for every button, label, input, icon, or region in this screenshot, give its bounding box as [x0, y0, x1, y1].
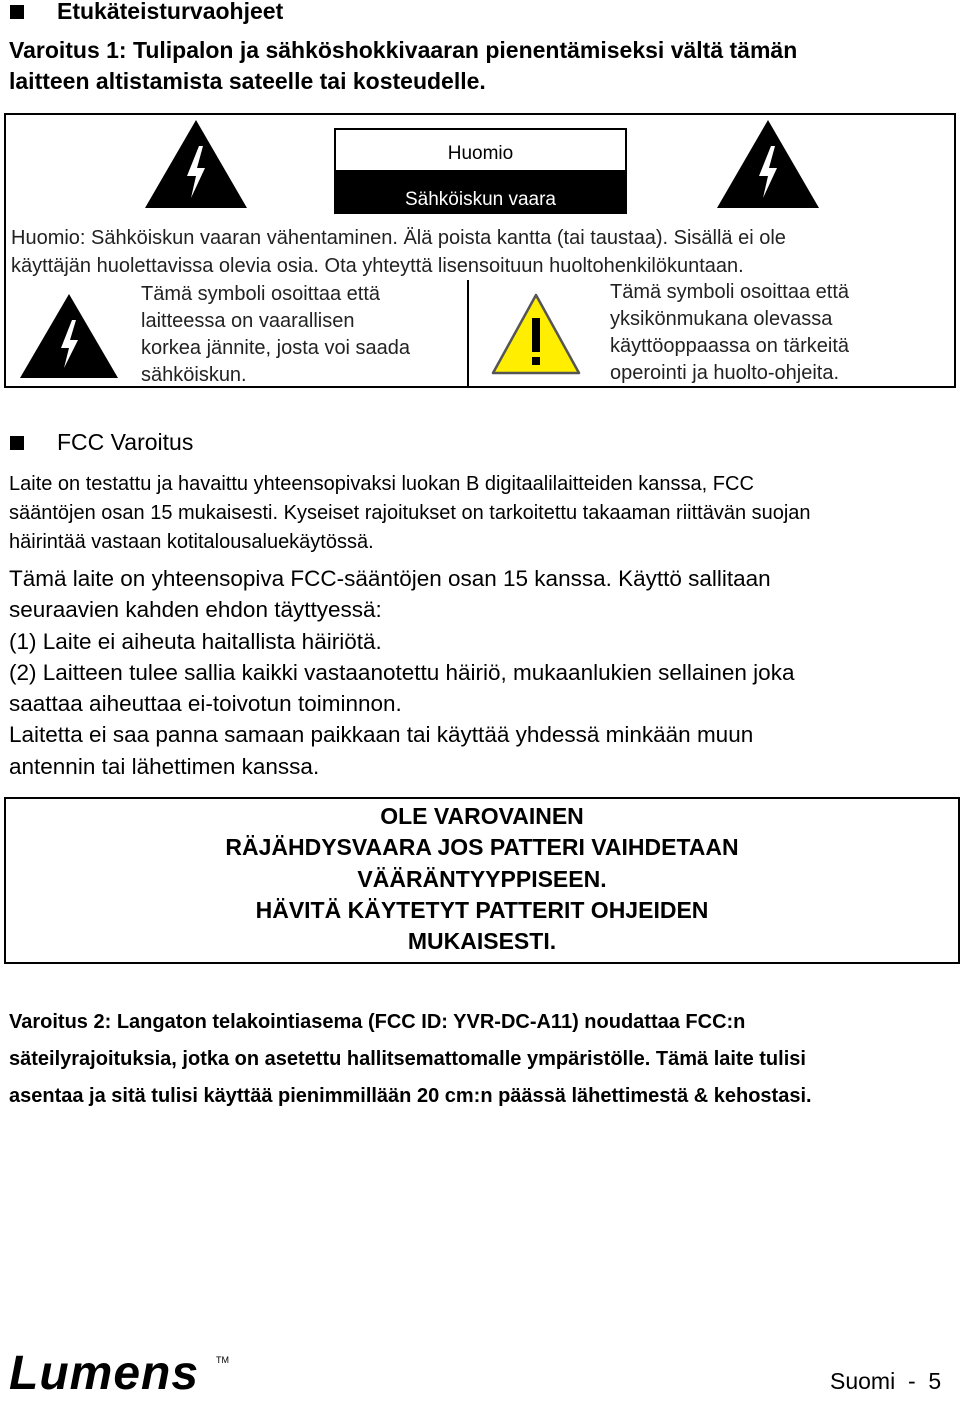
fcc-paragraph-1: Laite on testattu ja havaittu yhteensopivaksi luokan B digitaalilaitteiden kanssa, FCC sääntöjen osan 15 mukaisesti. Kyseiset rajoitukset on tarkoitettu takaaman riittävän suojan häirintää vastaan kotitalousaluekäytössä. — [9, 473, 811, 553]
battery-warning-box: OLE VAROVAINEN RÄJÄHDYSVAARA JOS PATTERI VAIHDETAAN VÄÄRÄNTYYPPISEEN. HÄVITÄ KÄYTETYT PATTERIT OHJEIDEN MUKAISESTI. — [4, 797, 960, 964]
high-voltage-icon — [18, 292, 120, 380]
page-number: Suomi - 5 — [830, 1368, 942, 1394]
section-heading-fcc: FCC Varoitus — [57, 429, 194, 455]
attention-symbol-description: Tämä symboli osoittaa että yksikönmukana olevassa käyttöoppaassa on tärkeitä operointi ja huolto-ohjeita. — [610, 281, 850, 384]
caution-label-top: Huomio — [447, 143, 514, 164]
section-heading-safety: Etukäteisturvaohjeet — [57, 0, 284, 24]
heading-bullet-icon — [10, 5, 24, 19]
electric-shock-warning-icon-right — [715, 118, 821, 210]
brand-logo: Lumens — [9, 1347, 200, 1400]
symbol-row-divider — [467, 280, 469, 388]
fcc-paragraph-2: Tämä laite on yhteensopiva FCC-sääntöjen osan 15 kanssa. Käyttö sallitaan seuraavien kahden ehdon täyttyessä: (1) Laite ei aiheuta haitallista häiriötä. (2) Laitteen tulee sallia kaikki vastaanotettu häiriö, mukaanlukien sellainen joka saattaa aiheuttaa ei-toivotun toiminnon. Laitetta ei saa panna samaan paikkaan tai käyttää yhdessä minkään muun antennin tai lähettimen kanssa. — [9, 566, 795, 779]
voltage-symbol-description: Tämä symboli osoittaa että laitteessa on vaarallisen korkea jännite, josta voi saada sähköiskun. — [141, 283, 411, 386]
warning-1: Varoitus 1: Tulipalon ja sähköshokkivaaran pienentämiseksi vältä tämän laitteen altistamista sateelle tai kosteudelle. — [9, 37, 798, 94]
caution-text: Huomio: Sähköiskun vaaran vähentaminen. Älä poista kantta (tai taustaa). Sisällä ei ole käyttäjän huolettavissa olevia osia. Ota yhteyttä lisensoituun huoltohenkilökuntaan. — [11, 227, 786, 277]
electric-shock-warning-icon — [143, 118, 249, 210]
brand-logo-tm: TM — [216, 1355, 229, 1365]
caution-label — [334, 128, 627, 214]
caution-label-bottom: Sähköiskun vaara — [336, 170, 625, 212]
warning-2: Varoitus 2: Langaton telakointiasema (FCC ID: YVR-DC-A11) noudattaa FCC:n säteilyrajoituksia, jotka on asetettu hallitsemattomalle ympäristölle. Tämä laite tulisi asentaa ja sitä tulisi käyttää pienimmillään 20 cm:n päässä lähettimestä & kehostasi. — [9, 1011, 812, 1107]
exclamation-warning-icon — [490, 292, 582, 376]
heading-bullet-icon-fcc — [10, 436, 24, 450]
